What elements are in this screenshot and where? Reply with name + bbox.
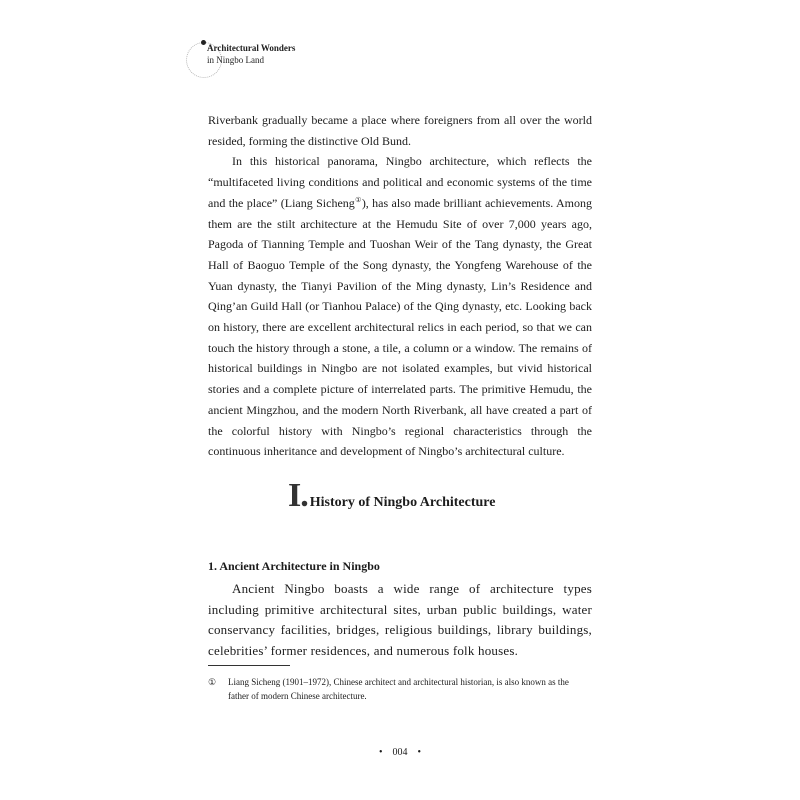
page-number: 004 bbox=[392, 747, 408, 758]
paragraph-panorama bbox=[208, 151, 592, 462]
footnote bbox=[208, 675, 592, 703]
footnote-marker: ① bbox=[208, 677, 217, 687]
paragraph-panorama-part1: In this historical panorama, Ningbo architecture, which reflects the “multifaceted living conditions and political and economic systems of the time and the place” (Liang Sicheng bbox=[208, 154, 592, 210]
paragraph-panorama-part2: ), has also made brilliant achievements. Among them are the stilt architecture at the Hemudu Site of over 7,000 years ago, Pagoda of Tianning Temple and Tuoshan Weir of the Tang dynasty, the Great Hall of Baoguo Temple of the Song dynasty, the Yongfeng Warehouse of the Yuan dynasty, the Tianyi Pavilion of the Ming dynasty, Lin’s Residence and Qing’an Guild Hall (or Tianhou Palace) of the Qing dynasty, etc. Looking back on history, there are excellent architectural relics in each period, so that we can touch the history through a stone, a tile, a column or a window. The remains of historical buildings in Ningbo are not isolated examples, but vivid historical stories and a complete picture of interrelated parts. The primitive Hemudu, the ancient Mingzhou, and the modern North Riverbank, all have created a part of the colorful history with Ningbo’s regional characteristics through the continuous inheritance and development of Ningbo’s architectural culture. bbox=[208, 195, 592, 459]
section-title: History of Ningbo Architecture bbox=[309, 495, 496, 510]
running-head bbox=[186, 40, 336, 82]
section-heading bbox=[288, 478, 495, 514]
folio-bullet-right: • bbox=[417, 747, 422, 758]
running-head-title: Architectural Wonders bbox=[207, 43, 296, 53]
running-head-subtitle: in Ningbo Land bbox=[207, 55, 264, 65]
footnote-divider bbox=[208, 665, 290, 666]
subsection-paragraph: Ancient Ningbo boasts a wide range of architecture types including primitive architectural sites, urban public buildings, water conservancy facilities, bridges, religious buildings, library buildings, celebrities’ former residences, and numerous folk houses. bbox=[208, 581, 592, 658]
section-numeral: I. bbox=[288, 477, 308, 514]
subsection-heading: 1. Ancient Architecture in Ningbo bbox=[208, 559, 380, 573]
body-text bbox=[208, 110, 592, 462]
decorative-dot bbox=[201, 40, 206, 45]
footnote-reference[interactable]: ① bbox=[354, 195, 362, 204]
footnote-text: Liang Sicheng (1901–1972), Chinese architect and architectural historian, is also known as the father of modern Chinese architecture. bbox=[228, 677, 569, 701]
page-number-footer bbox=[0, 747, 800, 758]
folio-bullet-left: • bbox=[378, 747, 383, 758]
paragraph-continued: Riverbank gradually became a place where foreigners from all over the world resided, forming the distinctive Old Bund. bbox=[208, 113, 592, 148]
